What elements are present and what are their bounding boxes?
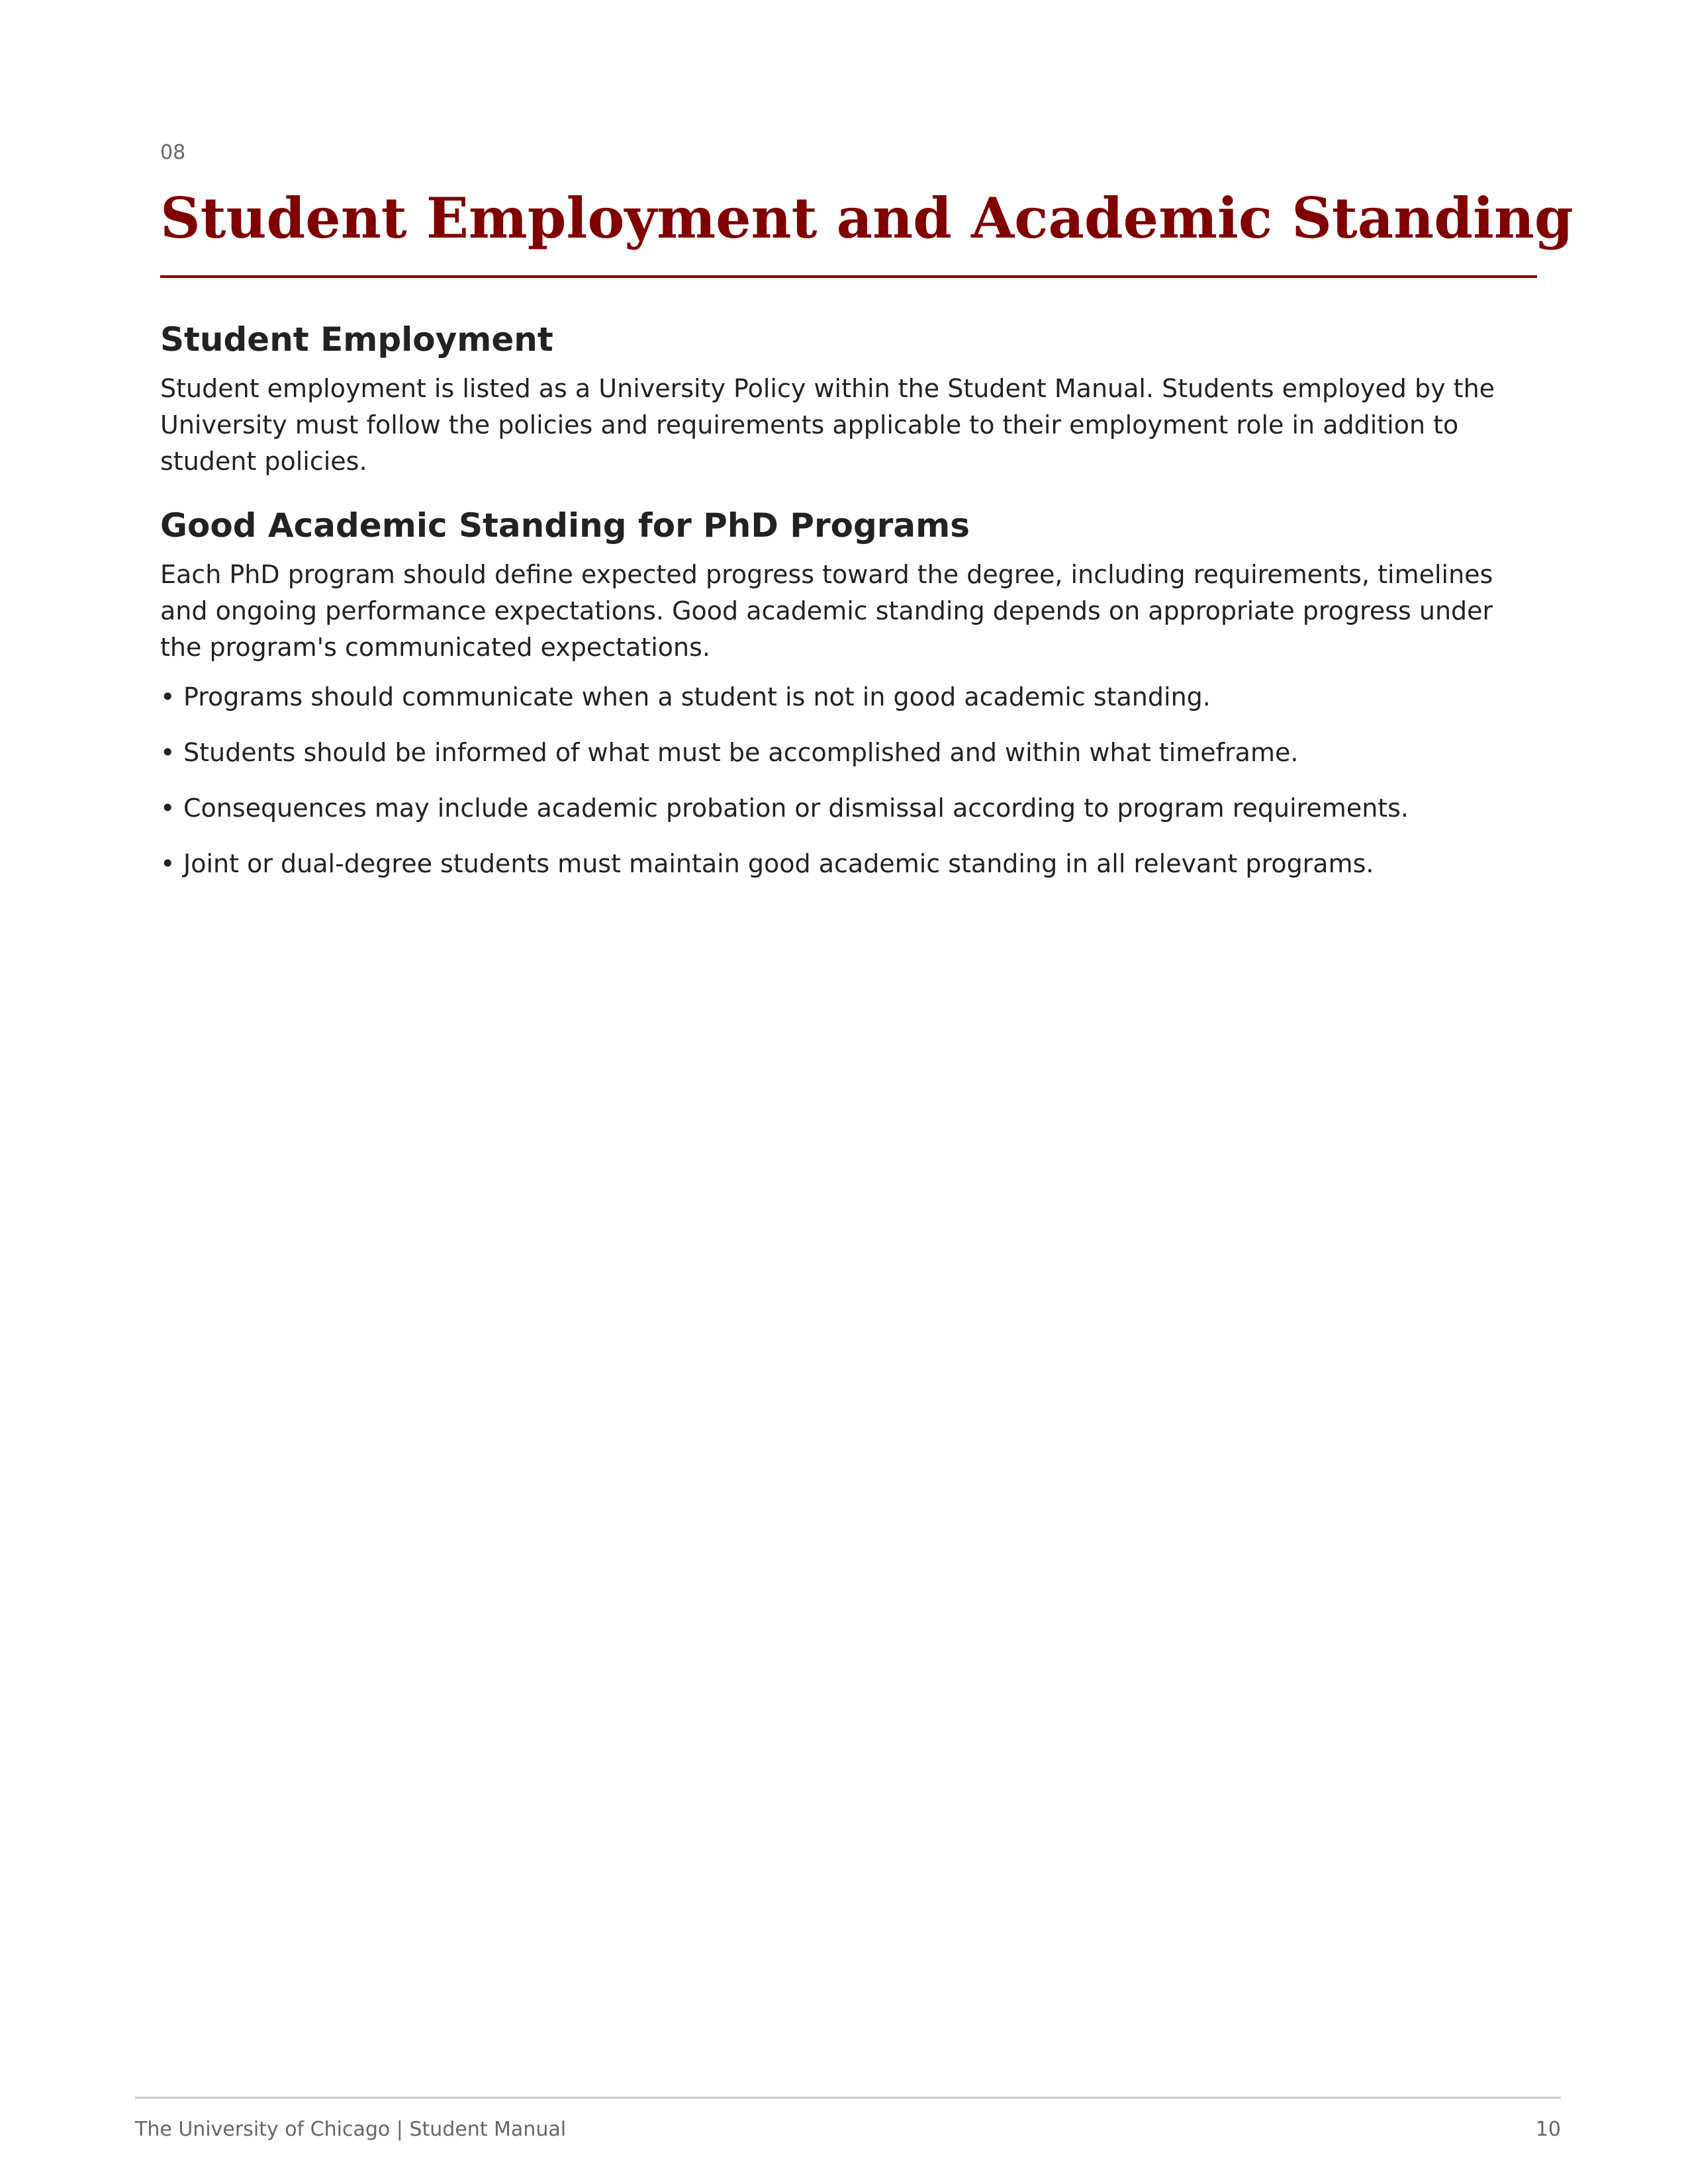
title-divider <box>160 275 1537 278</box>
section-paragraph-student-employment: Student employment is listed as a University Policy within the Student Manual. Students employed by the University must follow the policies and requirements applicable to their employment role in addition to student policies. <box>160 374 1495 476</box>
page-content <box>160 138 1573 901</box>
list-item <box>160 735 1537 771</box>
academic-standing-bullet-list <box>160 679 1537 882</box>
list-item-text: Consequences may include academic probation or dismissal according to program requirements. <box>183 794 1409 823</box>
footer-source: The University of Chicago | Student Manual <box>135 2118 567 2141</box>
list-item <box>160 679 1537 715</box>
footer-divider <box>135 2097 1561 2099</box>
page-number: 10 <box>1535 2118 1561 2141</box>
chapter-title: Student Employment and Academic Standing <box>160 185 1573 251</box>
list-item <box>160 846 1537 882</box>
bullet-icon: • <box>160 738 175 767</box>
section-heading-student-employment: Student Employment <box>160 320 553 359</box>
bullet-icon: • <box>160 849 175 878</box>
chapter-number: 08 <box>160 141 186 164</box>
list-item-text: Joint or dual-degree students must maintain good academic standing in all relevant programs. <box>183 849 1374 878</box>
section-paragraph-academic-standing: Each PhD program should define expected progress toward the degree, including requirements, timelines and ongoing performance expectations. Good academic standing depends on appropriate progress under the program's communicated expectations. <box>160 560 1493 662</box>
list-item-text: Students should be informed of what must be accomplished and within what timeframe. <box>183 738 1299 767</box>
bullet-icon: • <box>160 682 175 711</box>
section-heading-academic-standing: Good Academic Standing for PhD Programs <box>160 506 970 545</box>
bullet-icon: • <box>160 794 175 823</box>
list-item-text: Programs should communicate when a student is not in good academic standing. <box>183 682 1211 711</box>
list-item <box>160 790 1537 827</box>
